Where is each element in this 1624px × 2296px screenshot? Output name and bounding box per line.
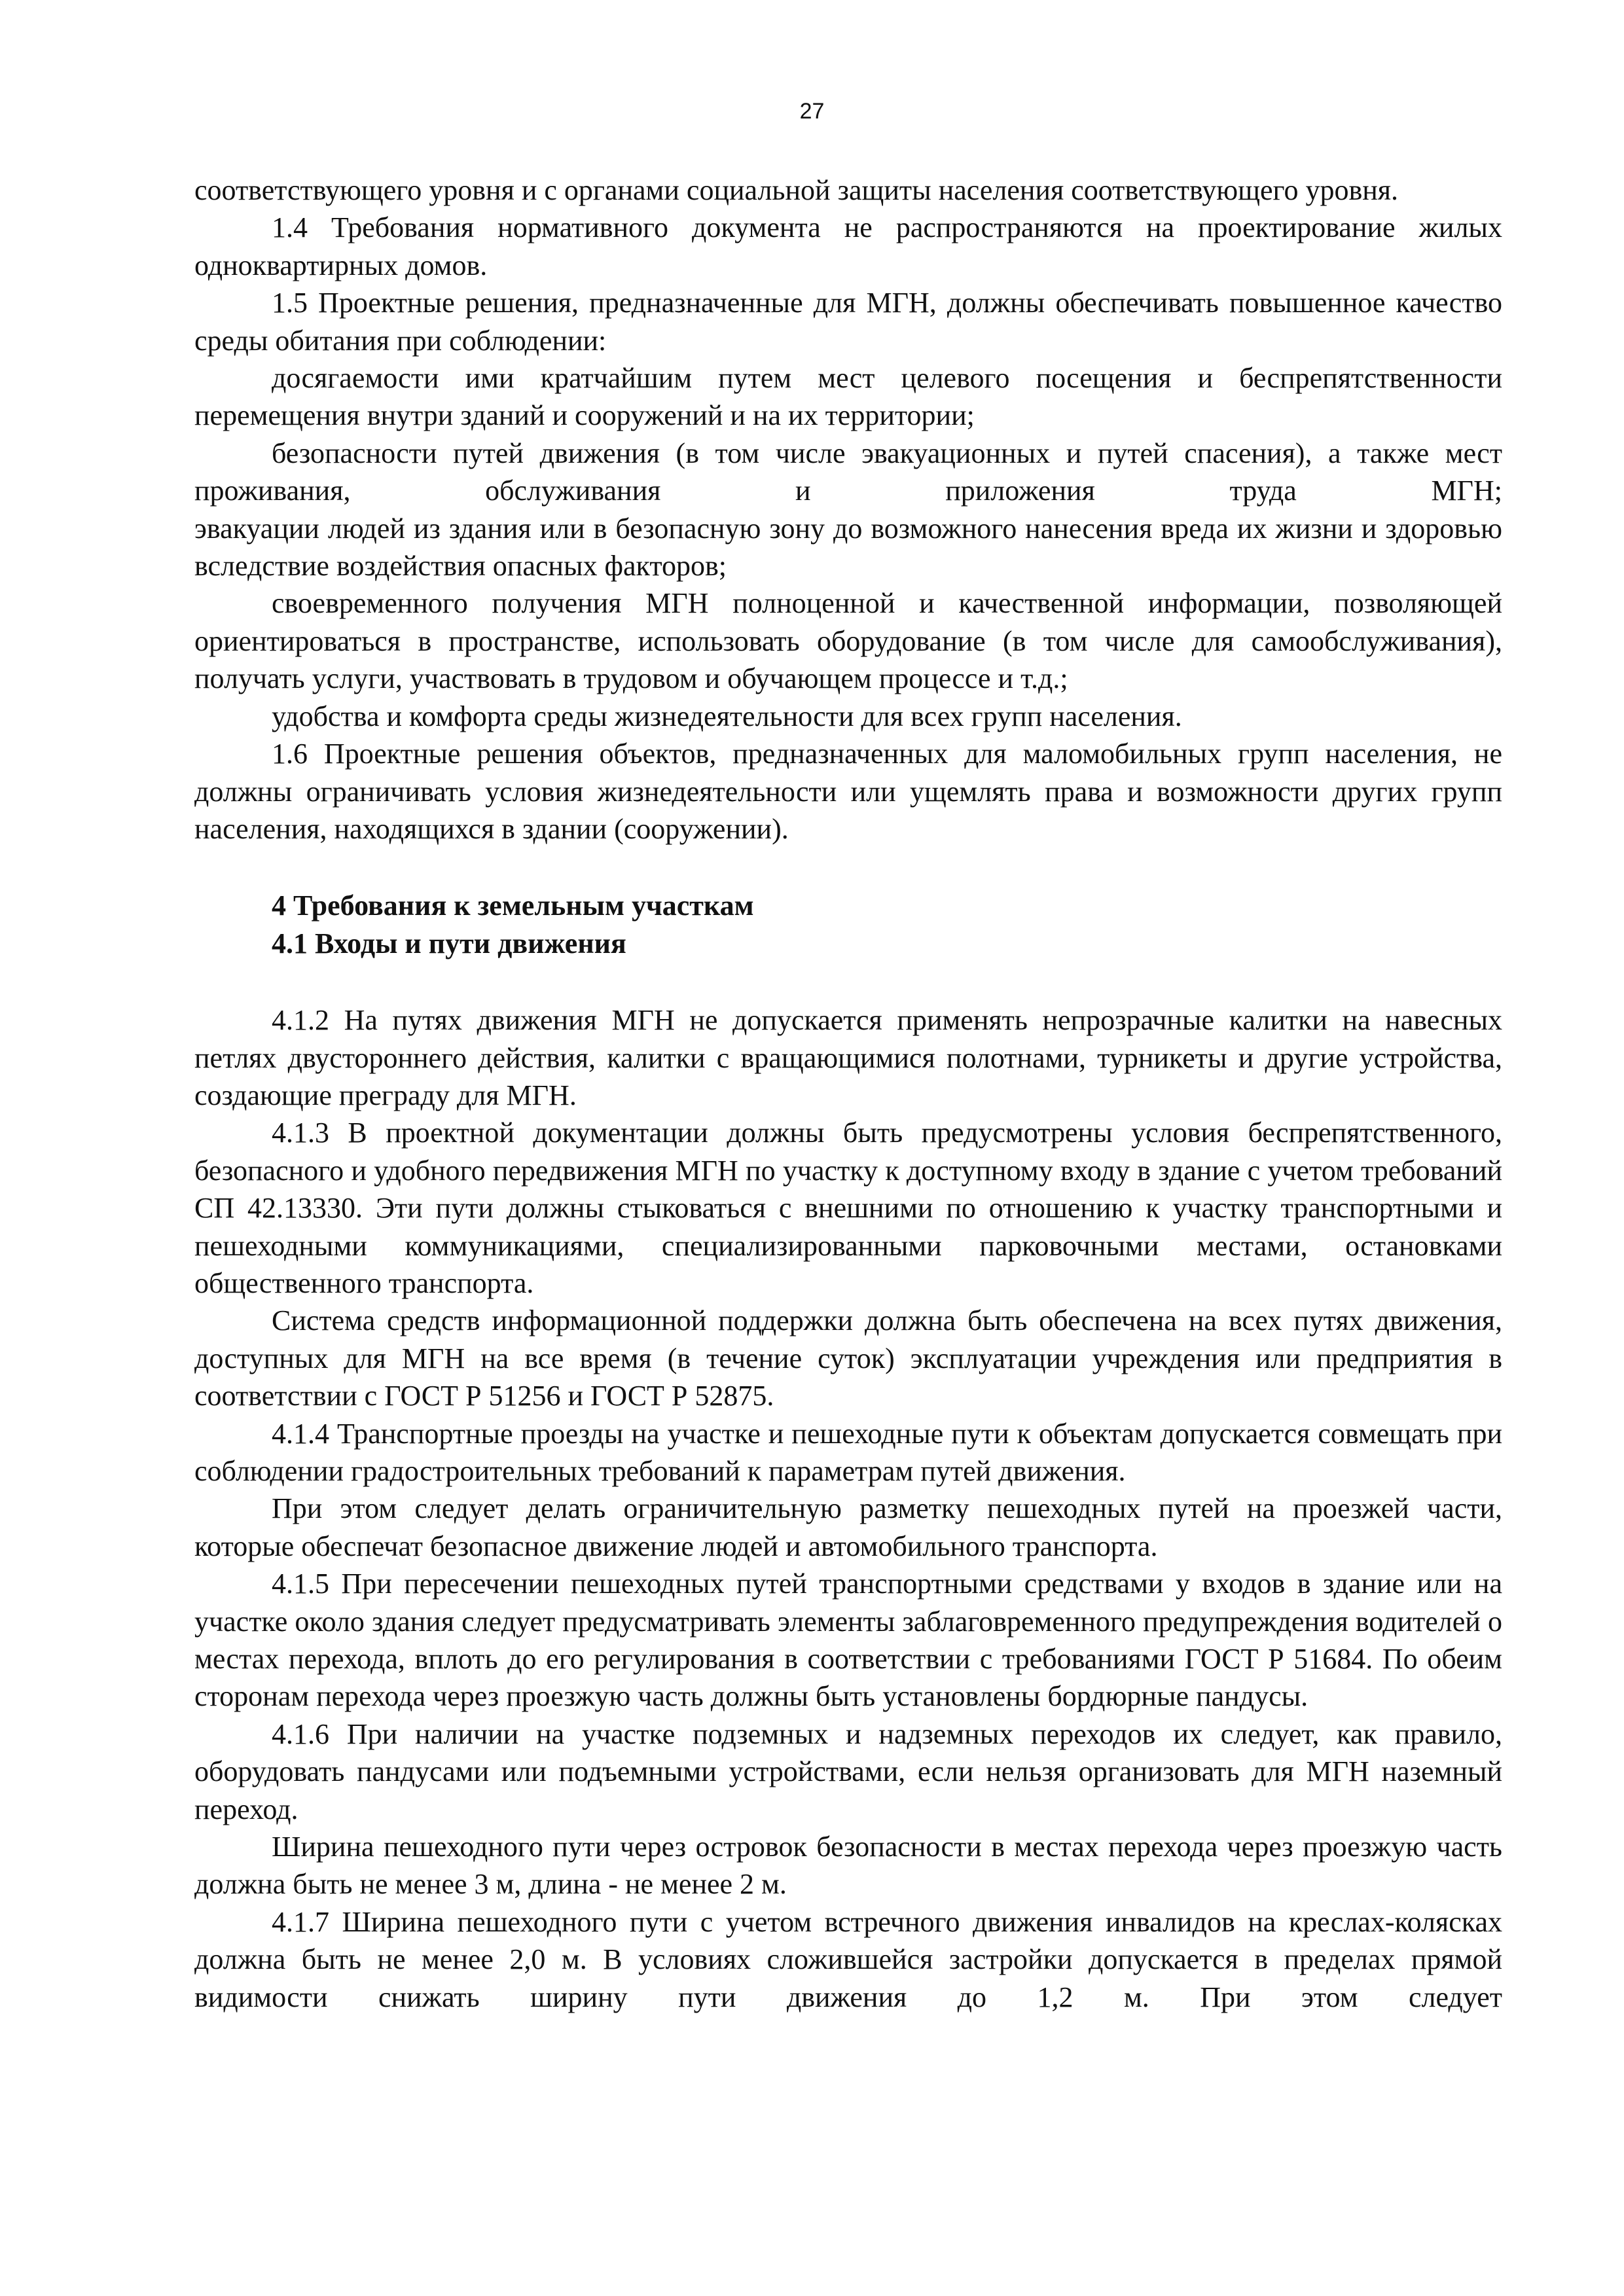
paragraph-info-support: Система средств информационной поддержки должна быть обеспечена на всех путях движения, доступных для МГН на все время (в течение суток) эксплуатации учреждения или предприятия в соответствии с ГОСТ Р 51256 и ГОСТ Р 52875. xyxy=(194,1304,1502,1412)
list-item-reachability: досягаемости ими кратчайшим путем мест целевого посещения и беспрепятственности перемещения внутри зданий и сооружений и на их территории; xyxy=(194,362,1502,432)
list-item-evacuation: эвакуации людей из здания или в безопасную зону до возможного нанесения вреда их жизни и здоровью вследствие воздействия опасных факторов; xyxy=(194,512,1502,583)
spacer xyxy=(194,848,1502,887)
paragraph-1-6: 1.6 Проектные решения объектов, предназначенных для маломобильных групп населения, не должны ограничивать условия жизнедеятельности или ущемлять права и возможности других групп населения, находящихся в здании (сооружении). xyxy=(194,738,1502,845)
paragraph-marking: При этом следует делать ограничительную разметку пешеходных путей на проезжей части, которые обеспечат безопасное движение людей и автомобильного транспорта. xyxy=(194,1492,1502,1562)
list-item-safety: безопасности путей движения (в том числе эвакуационных и путей спасения), а также мест проживания, обслуживания и приложения труда МГН; xyxy=(194,437,1502,507)
subsection-heading: 4.1 Входы и пути движения xyxy=(272,927,626,960)
paragraph-1-5: 1.5 Проектные решения, предназначенные для МГН, должны обеспечивать повышенное качество среды обитания при соблюдении: xyxy=(194,287,1502,357)
paragraph-island-width: Ширина пешеходного пути через островок безопасности в местах перехода через проезжую часть должна быть не менее 3 м, длина - не менее 2 м. xyxy=(194,1831,1502,1901)
paragraph-4-1-4: 4.1.4 Транспортные проезды на участке и пешеходные пути к объектам допускается совмещать при соблюдении градостроительных требований к параметрам путей движения. xyxy=(194,1417,1502,1487)
page-number: 27 xyxy=(799,99,825,124)
paragraph-continuation: соответствующего уровня и с органами социальной защиты населения соответствующего уровня. xyxy=(194,174,1399,206)
spacer xyxy=(194,962,1502,1001)
paragraph-1-4: 1.4 Требования нормативного документа не распространяются на проектирование жилых одноквартирных домов. xyxy=(194,211,1502,281)
paragraph-4-1-2: 4.1.2 На путях движения МГН не допускается применять непрозрачные калитки на навесных петлях двустороннего действия, калитки с вращающимися полотнами, турникеты и другие устройства, создающие преграду для МГН. xyxy=(194,1004,1502,1111)
paragraph-4-1-5: 4.1.5 При пересечении пешеходных путей транспортными средствами у входов в здание или на участке около здания следует предусматривать элементы заблаговременного предупреждения водителей о местах перехода, вплоть до его регулирования в соответствии с требованиями ГОСТ Р 51684. По обеим сторонам перехода через проезжую часть должны быть установлены бордюрные пандусы. xyxy=(194,1568,1502,1713)
paragraph-4-1-3: 4.1.3 В проектной документации должны быть предусмотрены условия беспрепятственного, безопасного и удобного передвижения МГН по участку к доступному входу в здание с учетом требований СП 42.13330. Эти пути должны стыковаться с внешними по отношению к участку транспортными и пешеходными коммуникациями, специализированными парковочными местами, остановками общественного транспорта. xyxy=(194,1117,1502,1299)
paragraph-4-1-7: 4.1.7 Ширина пешеходного пути с учетом встречного движения инвалидов на креслах-колясках должна быть не менее 2,0 м. В условиях сложившейся застройки допускается в пределах прямой видимости снижать ширину пути движения до 1,2 м. При этом следует xyxy=(194,1905,1502,2013)
section-heading: 4 Требования к земельным участкам xyxy=(272,889,754,922)
list-item-comfort: удобства и комфорта среды жизнедеятельности для всех групп населения. xyxy=(272,700,1182,732)
list-item-information: своевременного получения МГН полноценной и качественной информации, позволяющей ориентироваться в пространстве, использовать оборудование (в том числе для самообслуживания), получать услуги, участвовать в трудовом и обучающем процессе и т.д.; xyxy=(194,587,1502,695)
document-body xyxy=(194,171,1502,2016)
paragraph-4-1-6: 4.1.6 При наличии на участке подземных и надземных переходов их следует, как правило, оборудовать пандусами или подъемными устройствами, если нельзя организовать для МГН наземный переход. xyxy=(194,1717,1502,1825)
